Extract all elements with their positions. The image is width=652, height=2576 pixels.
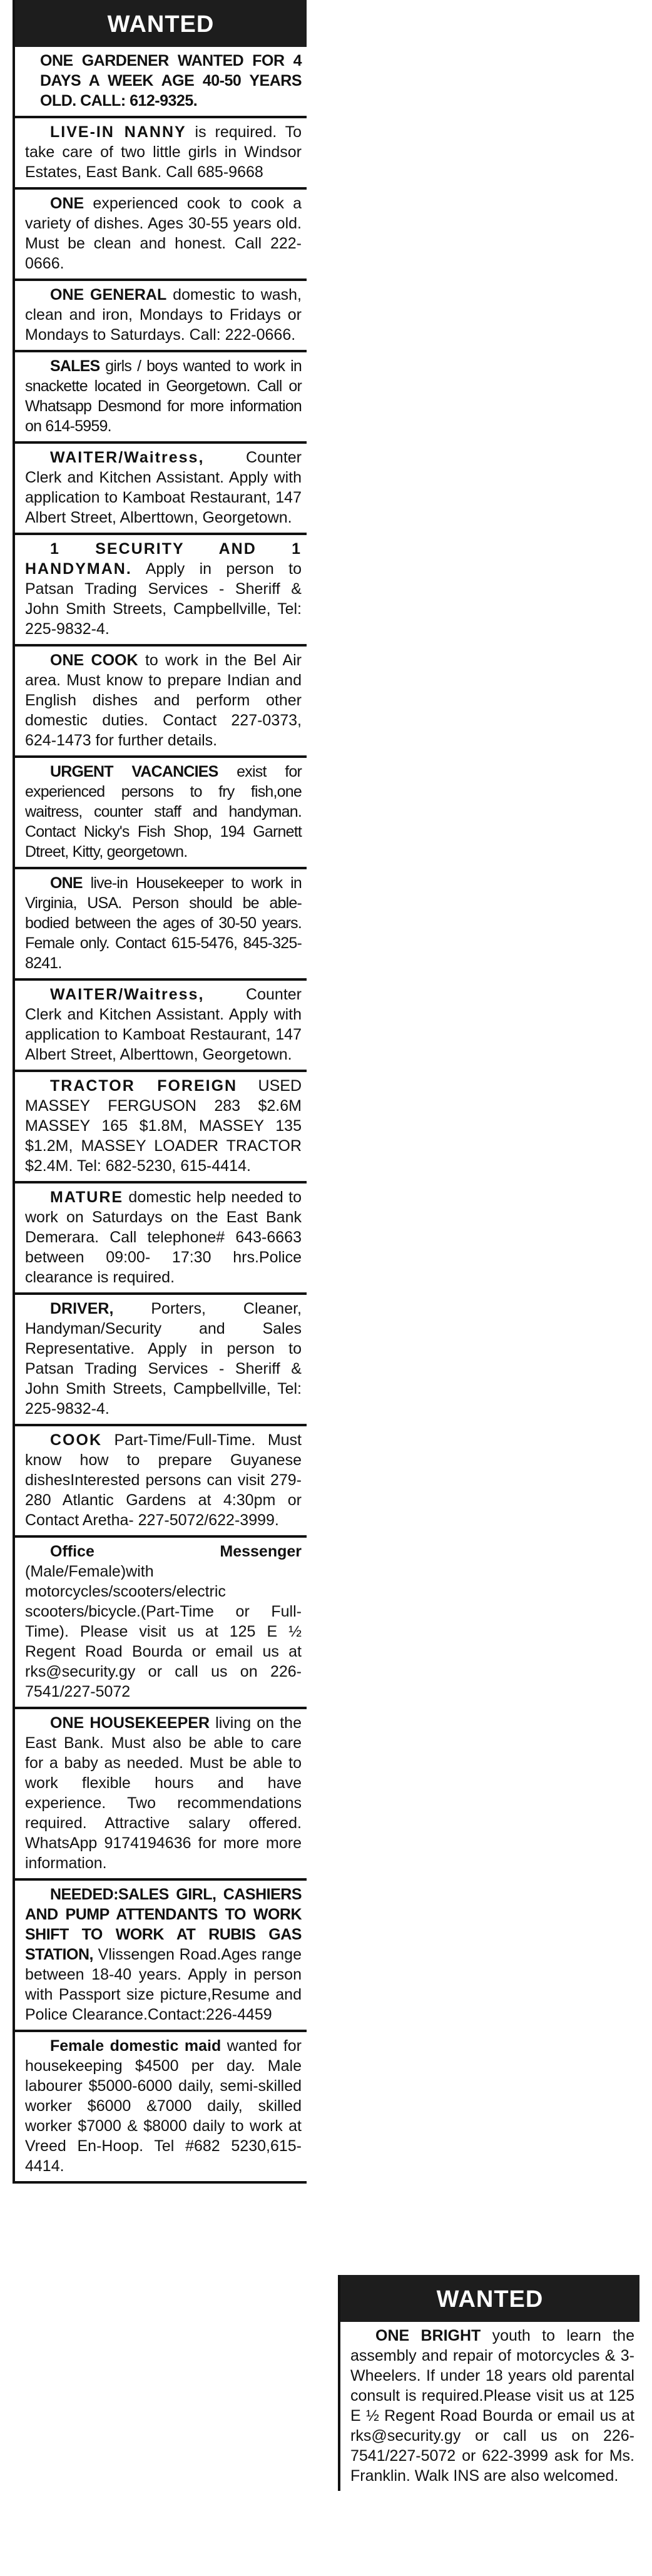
ad-text: Part-Time/Full-Time. Must know how to prepare Guyanese dishesInterested persons can visit 279-280 Atlantic Gardens at 4:30pm or Contact Aretha- 227-5072/622-3999. bbox=[25, 1431, 302, 1529]
ad-one-bright-youth bbox=[340, 2322, 639, 2491]
ad-mature-domestic bbox=[15, 1183, 307, 1295]
ad-text: is required. To take care of two little girls in Windsor Estates, East Bank. Call 685-9668 bbox=[25, 123, 302, 181]
ad-sales-snackette bbox=[15, 352, 307, 444]
ad-lead: ONE COOK bbox=[50, 652, 138, 669]
ad-lead: ONE GENERAL bbox=[50, 286, 167, 304]
ad-lead: ONE HOUSEKEEPER bbox=[50, 1714, 210, 1732]
ad-lead: ONE bbox=[50, 874, 83, 892]
ad-text: Porters, Cleaner, Handyman/Security and Sales Representative. Apply in person to Patsan Trading Services - Sheriff & John Smith Streets, Campbellville, Tel: 225-9832-4. bbox=[25, 1300, 302, 1418]
ad-lead: ONE bbox=[50, 195, 84, 212]
ad-text: Counter Clerk and Kitchen Assistant. Apply with application to Kamboat Restaurant, 147 Albert Street, Alberttown, Georgetown. bbox=[25, 449, 302, 526]
ad-lead: WAITER/Waitress, bbox=[50, 986, 205, 1003]
ad-gardener bbox=[15, 47, 307, 118]
ad-lead: NEEDED:SALES GIRL, CASHIERS AND PUMP ATTENDANTS TO WORK SHIFT TO WORK AT RUBIS GAS STATION, bbox=[25, 1886, 302, 1963]
right-classifieds-column bbox=[338, 2275, 639, 2491]
ad-lead: LIVE-IN NANNY bbox=[50, 123, 186, 141]
ad-housekeeper-virginia bbox=[15, 869, 307, 981]
wanted-banner-right: WANTED bbox=[340, 2275, 639, 2322]
ad-text: USED MASSEY FERGUSON 283 $2.6M MASSEY 165 $1.8M, MASSEY 135 $1.2M, MASSEY LOADER TRACTOR $2.4M. Tel: 682-5230, 615-4414. bbox=[25, 1077, 302, 1175]
ad-cook-experienced bbox=[15, 190, 307, 281]
ad-lead: 1 SECURITY AND 1 HANDYMAN. bbox=[25, 540, 302, 578]
ad-text: wanted for housekeeping $4500 per day. Male labourer $5000-6000 daily, semi-skilled worker $6000 &7000 daily, skilled worker $7000 & $8000 daily to work at Vreed En-Hoop. Tel #682 5230,615-4414. bbox=[25, 2037, 302, 2175]
ad-text: exist for experienced persons to fry fish,one waitress, counter staff and handyman. Contact Nicky's Fish Shop, 194 Garnett Dtreet, Kitty, georgetown. bbox=[25, 763, 302, 861]
ad-general-domestic bbox=[15, 281, 307, 352]
ad-text: domestic help needed to work on Saturdays on the East Bank Demerara. Call telephone# 643-6663 between 09:00- 17:30 hrs.Police clearance is required. bbox=[25, 1188, 302, 1286]
ad-cook-part-time bbox=[15, 1426, 307, 1538]
wanted-banner: WANTED bbox=[15, 0, 307, 47]
ad-office-messenger bbox=[15, 1538, 307, 1709]
left-classifieds-column bbox=[13, 0, 307, 2184]
ad-text: youth to learn the assembly and repair of motorcycles & 3-Wheelers. If under 18 years old parental consult is required.Please visit us at 125 E ½ Regent Road Bourda or email us at rks@security.gy or call us on 226-7541/227-5072 or 622-3999 ask for Ms. Franklin. Walk INS are also welcomed. bbox=[350, 2327, 634, 2485]
ad-text: Counter Clerk and Kitchen Assistant. Apply with application to Kamboat Restaurant, 147 Albert Street, Alberttown, Georgetown. bbox=[25, 986, 302, 1063]
ad-live-in-nanny bbox=[15, 118, 307, 190]
ad-text: live-in Housekeeper to work in Virginia, USA. Person should be able-bodied between the ages of 30-50 years. Female only. Contact 615-5476, 845-325-8241. bbox=[25, 874, 302, 972]
ad-lead: DRIVER, bbox=[50, 1300, 114, 1317]
ad-waiter-kamboat-1 bbox=[15, 444, 307, 535]
ad-driver-porters bbox=[15, 1295, 307, 1426]
ad-text: Vlissengen Road.Ages range between 18-40 years. Apply in person with Passport size picture,Resume and Police Clearance.Contact:226-4459 bbox=[25, 1946, 302, 2023]
ad-lead: COOK bbox=[50, 1431, 102, 1449]
ad-cook-bel-air bbox=[15, 647, 307, 758]
ad-lead: MATURE bbox=[50, 1188, 124, 1206]
ad-text: living on the East Bank. Must also be able to care for a baby as needed. Must be able to work flexible hours and have experience. Two recommendations required. Attractive salary offered. WhatsApp 9174194636 for more more information. bbox=[25, 1714, 302, 1872]
ad-lead: ONE BRIGHT bbox=[375, 2327, 481, 2344]
ad-tractor-foreign bbox=[15, 1072, 307, 1183]
ad-security-handyman bbox=[15, 535, 307, 647]
ad-lead: Office Messenger bbox=[50, 1543, 302, 1560]
ad-lead: SALES bbox=[50, 357, 100, 375]
ad-lead: URGENT VACANCIES bbox=[50, 763, 218, 780]
ad-urgent-vacancies bbox=[15, 758, 307, 869]
ad-one-housekeeper bbox=[15, 1709, 307, 1881]
ad-text: domestic to wash, clean and iron, Mondays to Fridays or Mondays to Saturdays. Call: 222-0666. bbox=[25, 286, 302, 344]
ad-lead: WAITER/Waitress, bbox=[50, 449, 205, 466]
ad-lead: Female domestic maid bbox=[50, 2037, 222, 2055]
ad-text: experienced cook to cook a variety of dishes. Ages 30-55 years old. Must be clean and honest. Call 222-0666. bbox=[25, 195, 302, 272]
ad-text: Apply in person to Patsan Trading Services - Sheriff & John Smith Streets, Campbellville, Tel: 225-9832-4. bbox=[25, 560, 302, 638]
ad-lead: TRACTOR FOREIGN bbox=[50, 1077, 238, 1095]
ad-text: to work in the Bel Air area. Must know to prepare Indian and English dishes and perform other domestic duties. Contact 227-0373, 624-1473 for further details. bbox=[25, 652, 302, 749]
ad-waiter-kamboat-2 bbox=[15, 981, 307, 1072]
ad-text: girls / boys wanted to work in snackette located in Georgetown. Call or Whatsapp Desmond for more information on 614-5959. bbox=[25, 357, 302, 435]
ad-female-domestic-maid bbox=[15, 2032, 307, 2184]
ad-text: (Male/Female)with motorcycles/scooters/electric scooters/bicycle.(Part-Time or Full-Time). Please visit us at 125 E ½ Regent Road Bourda or email us at rks@security.gy or call us on 226-7541/227-5072 bbox=[25, 1563, 302, 1700]
ad-rubis-gas-station bbox=[15, 1881, 307, 2032]
ad-text: ONE GARDENER WANTED FOR 4 DAYS A WEEK AGE 40-50 YEARS OLD. CALL: 612-9325. bbox=[40, 52, 302, 110]
